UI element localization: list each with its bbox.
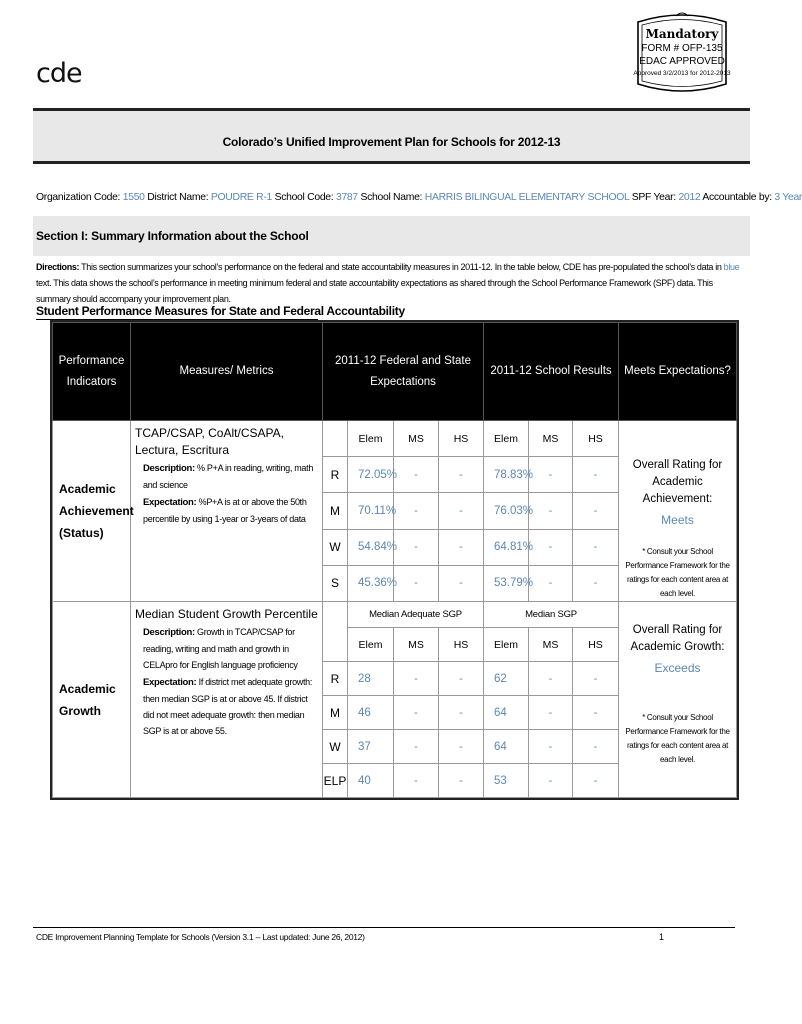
result-value: -: [573, 696, 619, 730]
exp-value: -: [439, 457, 484, 493]
achievement-indicator: Academic Achievement (Status): [53, 421, 131, 602]
accountable-label: Accountable by:: [702, 192, 772, 203]
footer-text: CDE Improvement Planning Template for Schools (Version 3.1 -- Last updated: June 26, 2012): [36, 932, 365, 942]
subject-cell: R: [323, 457, 348, 493]
exp-value: -: [394, 696, 439, 730]
level-hs: HS: [439, 421, 484, 457]
result-value: -: [529, 662, 573, 696]
result-value: 53: [484, 764, 529, 798]
growth-measure: [131, 602, 323, 798]
level-ms: MS: [394, 421, 439, 457]
level-ms: MS: [529, 628, 573, 662]
subheading-underline: [36, 319, 318, 320]
result-value: 64: [484, 696, 529, 730]
exp-value: -: [439, 764, 484, 798]
exp-value: -: [394, 730, 439, 764]
achievement-level-row: [53, 421, 737, 457]
result-value: -: [573, 493, 619, 529]
exp-value: -: [439, 662, 484, 696]
org-code-value: 1550: [122, 192, 145, 203]
accountable-value: 3 Year: [774, 192, 802, 203]
result-value: 64: [484, 730, 529, 764]
subject-header-spacer: [323, 421, 348, 457]
result-value: -: [573, 764, 619, 798]
growth-consult-note: * Consult your School Performance Framework for the ratings for each content area at each level.: [625, 713, 730, 764]
exp-value: -: [394, 529, 439, 565]
subject-cell: M: [323, 493, 348, 529]
directions-label: Directions:: [36, 262, 80, 272]
header-indicators: Performance Indicators: [53, 323, 131, 421]
achievement-rating: Meets: [661, 513, 694, 527]
exp-value: -: [394, 662, 439, 696]
level-hs: HS: [573, 421, 619, 457]
header-meets: Meets Expectations?: [619, 323, 737, 421]
subject-cell: ELP: [323, 764, 348, 798]
title-band: [33, 108, 750, 164]
subject-cell: W: [323, 529, 348, 565]
page-number: 1: [659, 932, 665, 942]
level-elem: Elem: [348, 421, 394, 457]
result-value: -: [529, 565, 573, 601]
footer-divider: [33, 927, 735, 928]
result-value: 53.79%: [484, 565, 529, 601]
result-value: 64.81%: [484, 529, 529, 565]
growth-expectation: Expectation: If district met adequate growth: then median SGP is at or above 45. If district did not meet adequate growth: then median SGP is at or above 55.: [143, 677, 313, 736]
directions-blue-word: blue: [723, 262, 740, 272]
header-expectations: 2011-12 Federal and State Expectations: [323, 323, 484, 421]
header-measures: Measures/ Metrics: [131, 323, 323, 421]
school-code-value: 3787: [335, 192, 358, 203]
achievement-measure: [131, 421, 323, 602]
growth-measure-title: Median Student Growth Percentile: [135, 607, 318, 621]
exp-value: -: [394, 493, 439, 529]
exp-value: -: [394, 457, 439, 493]
growth-description: Description: Growth in TCAP/CSAP for reading, writing and math and growth in CELApro for English language proficiency: [143, 627, 298, 670]
school-code-label: School Code:: [274, 192, 334, 203]
subject-cell: S: [323, 565, 348, 601]
mandatory-stamp: [632, 10, 732, 96]
achievement-description: Description: % P+A in reading, writing, math and science: [143, 463, 314, 490]
result-value: -: [529, 529, 573, 565]
spf-year-value: 2012: [678, 192, 701, 203]
achievement-rating-label: Overall Rating for Academic Achievement:: [632, 459, 723, 505]
header-results: 2011-12 School Results: [484, 323, 619, 421]
org-code-label: Organization Code:: [36, 192, 121, 203]
directions-text: [36, 259, 748, 307]
exp-value: 70.11%: [348, 493, 394, 529]
directions-part-a: This section summarizes your school’s performance on the federal and state accountability measures in 2011-12. In the table below, CDE has pre-populated the school’s data in: [79, 262, 724, 272]
section-band: [33, 216, 750, 256]
level-hs: HS: [439, 628, 484, 662]
level-elem: Elem: [348, 628, 394, 662]
result-value: -: [529, 764, 573, 798]
level-elem: Elem: [484, 421, 529, 457]
result-value: -: [529, 457, 573, 493]
exp-value: -: [394, 565, 439, 601]
result-value: 76.03%: [484, 493, 529, 529]
result-value: -: [573, 529, 619, 565]
achievement-expectation: Expectation: %P+A is at or above the 50th percentile by using 1-year or 3-years of data: [143, 497, 307, 524]
result-value: -: [573, 565, 619, 601]
result-value: -: [529, 730, 573, 764]
subject-header-spacer: [323, 602, 348, 662]
growth-rating: Exceeds: [654, 661, 701, 675]
exp-value: 54.84%: [348, 529, 394, 565]
exp-value: 72.05%: [348, 457, 394, 493]
table-header-row: [53, 323, 737, 421]
level-elem: Elem: [484, 628, 529, 662]
organization-info: [36, 192, 802, 203]
exp-value: -: [439, 493, 484, 529]
exp-value: -: [394, 764, 439, 798]
median-sgp-header: Median SGP: [484, 602, 619, 628]
exp-value: -: [439, 696, 484, 730]
achievement-meets: [619, 421, 737, 602]
performance-table: [52, 322, 737, 798]
exp-value: 28: [348, 662, 394, 696]
directions-part-b: text. This data shows the school’s performance in meeting minimum federal and state accountability expectations as shared through the School Performance Framework (SPF) data. This summary should accompany your improvement plan.: [36, 278, 713, 304]
subject-cell: W: [323, 730, 348, 764]
median-adequate-sgp-header: Median Adequate SGP: [348, 602, 484, 628]
result-value: -: [573, 457, 619, 493]
section-title: Section I: Summary Information about the School: [36, 229, 309, 243]
level-ms: MS: [529, 421, 573, 457]
exp-value: 37: [348, 730, 394, 764]
growth-rating-label: Overall Rating for Academic Growth:: [630, 624, 725, 653]
achievement-measure-title: TCAP/CSAP, CoAlt/CSAPA, Lectura, Escritura: [135, 426, 284, 457]
exp-value: 45.36%: [348, 565, 394, 601]
subject-cell: M: [323, 696, 348, 730]
cde-logo: cde: [36, 58, 82, 89]
result-value: -: [529, 493, 573, 529]
result-value: 78.83%: [484, 457, 529, 493]
result-value: 62: [484, 662, 529, 696]
result-value: -: [573, 730, 619, 764]
district-label: District Name:: [147, 192, 209, 203]
school-name-value: HARRIS BILINGUAL ELEMENTARY SCHOOL: [424, 192, 630, 203]
level-hs: HS: [573, 628, 619, 662]
stamp-line-4: Approved 3/2/2013 for 2012-2013: [633, 70, 731, 77]
level-ms: MS: [394, 628, 439, 662]
achievement-consult-note: * Consult your School Performance Framework for the ratings for each content area at each level.: [625, 547, 730, 598]
exp-value: -: [439, 730, 484, 764]
result-value: -: [573, 662, 619, 696]
exp-value: -: [439, 529, 484, 565]
exp-value: -: [439, 565, 484, 601]
stamp-line-3: EDAC APPROVED: [639, 56, 725, 67]
stamp-line-2: FORM # OFP-135: [641, 43, 723, 54]
exp-value: 46: [348, 696, 394, 730]
result-value: -: [529, 696, 573, 730]
exp-value: 40: [348, 764, 394, 798]
growth-group-header-row: [53, 602, 737, 628]
table-subheading: Student Performance Measures for State and Federal Accountability: [36, 304, 405, 318]
page-title: Colorado’s Unified Improvement Plan for Schools for 2012-13: [222, 135, 561, 149]
district-value: POUDRE R-1: [210, 192, 272, 203]
stamp-line-1: Mandatory: [645, 27, 719, 41]
growth-meets: [619, 602, 737, 798]
subject-cell: R: [323, 662, 348, 696]
growth-indicator: Academic Growth: [53, 602, 131, 798]
spf-year-label: SPF Year:: [631, 192, 676, 203]
school-name-label: School Name:: [360, 192, 423, 203]
